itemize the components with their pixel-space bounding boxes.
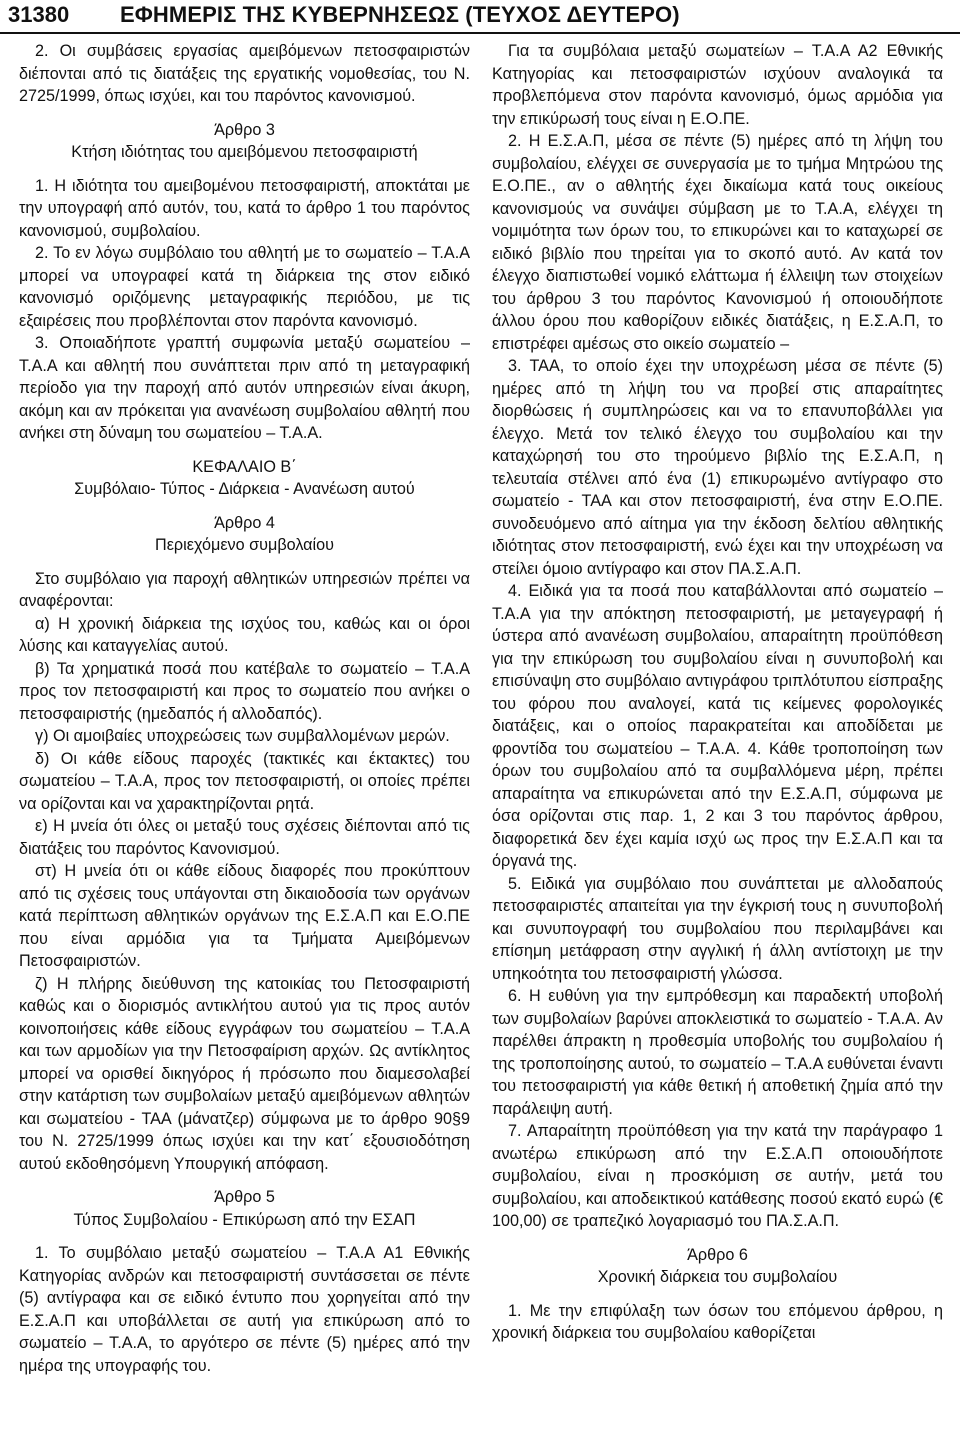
- paragraph: 1. Το συμβόλαιο μεταξύ σωματείου – Τ.Α.Α Α1 Εθνικής Κατηγορίας ανδρών και πετοσφαιριστή συντάσσεται σε πέντε (5) αντίγραφα και σε ειδικό έντυπο που χορηγείται από την Ε.Σ.Α.Π και υποβάλλεται σε αυτή για επικύρωση από το σωματείο – Τ.Α.Α, το αργότερο σε πέντε (5) ημέρες από την ημέρα της υπογραφής του.: [19, 1244, 470, 1375]
- gazette-title: ΕΦΗΜΕΡΙΣ ΤΗΣ ΚΥΒΕΡΝΗΣΕΩΣ (ΤΕΥΧΟΣ ΔΕΥΤΕΡΟ): [120, 2, 680, 27]
- article-heading: Άρθρο 6: [687, 1245, 748, 1264]
- article-heading: Άρθρο 4: [214, 513, 275, 532]
- list-item: γ) Οι αμοιβαίες υποχρεώσεις των συμβαλλομένων μερών.: [35, 727, 450, 745]
- article-subheading: Κτήση ιδιότητας του αμειβόμενου πετοσφαιριστή: [71, 143, 418, 161]
- chapter-heading: ΚΕΦΑΛΑΙΟ Β΄: [192, 457, 297, 476]
- paragraph: Στο συμβόλαιο για παροχή αθλητικών υπηρεσιών πρέπει να αναφέρονται:: [19, 569, 470, 610]
- page-number: 31380: [8, 2, 70, 27]
- paragraph: 3. Οποιαδήποτε γραπτή συμφωνία μεταξύ σωματείου – Τ.Α.Α και αθλητή που συνάπτεται πριν από τη μεταγραφική περίοδο για την παροχή από αυτόν υπηρεσιών είναι άκυρη, ακόμη και αν πρόκειται για ανανέωση συμβολαίου αθλητή που ανήκει στη δύναμη του σωματείου – Τ.Α.Α.: [19, 334, 470, 442]
- article-heading: Άρθρο 5: [214, 1188, 275, 1206]
- paragraph: 2. Η Ε.Σ.Α.Π, μέσα σε πέντε (5) ημέρες από τη λήψη του συμβολαίου, ελέγχει σε συνεργασία με το τμήμα Μητρώου της Ε.Ο.ΠΕ., αν ο αθλητής έχει δικαίωμα κατά τους οικείους κανονισμούς να συνάψει σύμβαση με το Τ.Α.Α, ελέγχει τη νομιμότητα των όρων του, το επικυρώνει και το καταχωρεί σε ειδικό βιβλίο που τηρείται για το σκοπό αυτό. Αν κατά τον έλεγχο διαπιστωθεί νομικό ελάττωμα ή έλλειψη των στοιχείων του άρθρου 3 του παρόντος Κανονισμού ή οποιουδήποτε άλλου όρου που καθορίζουν ειδικές διατάξεις, η Ε.Σ.Α.Π, το επιστρέφει αμέσως στο οικείο σωματείο –: [492, 132, 943, 353]
- header-rule: [0, 32, 960, 34]
- list-item: β) Τα χρηματικά ποσά που κατέβαλε το σωματείο – Τ.Α.Α προς τον πετοσφαιριστή και προς το σωματείο που ανήκει ο πετοσφαιριστής (ημεδαπός ή αλλοδαπός).: [19, 659, 470, 723]
- list-item: δ) Οι κάθε είδους παροχές (τακτικές και έκτακτες) του σωματείου – Τ.Α.Α, προς τον πετοσφαιριστή, οι οποίες πρέπει να ορίζονται και να χαρακτηρίζονται ρητά.: [19, 749, 470, 813]
- paragraph: 4. Ειδικά για τα ποσά που καταβάλλονται από σωματείο – Τ.Α.Α για την απόκτηση πετοσφαιριστή, με μεταγεγραφή ή ύστερα από ανανέωση συμβολαίου, απαραίτητη προϋπόθεση για την επικύρωση του συμβολαίου είναι η συνυποβολή και επισύναψη στο συμβόλαιο αντιγράφου τριπλότυπου είσπραξης του φόρου που αναλογεί, κατά τις κείμενες φορολογικές διατάξεις, και ο οποίος παρακρατείται και αποδίδεται με φροντίδα του σωματείου – Τ.Α.Α. 4. Κάθε τροποποίηση των όρων του συμβολαίου από τα συμβαλλόμενα μέρη, πρέπει απαραίτητα να επικυρώνεται από την Ε.Σ.Α.Π, σύμφωνα με όσα ορίζονται στις παρ. 1, 2 και 3 του παρόντος άρθρου, διαφορετικά δεν έχει καμία ισχύ ως προς την Ε.Σ.Α.Π και τα όργανά της.: [492, 582, 943, 870]
- paragraph: 6. Η ευθύνη για την εμπρόθεσμη και παραδεκτή υποβολή των συμβολαίων βαρύνει αποκλειστικά το σωματείο - Τ.Α.Α. Αν παρέλθει άπρακτη η προθεσμία υποβολής του συμβολαίου ή της τροποποίησης αυτού, το σωματείο – Τ.Α.Α ευθύνεται έναντι του πετοσφαιριστή για κάθε θετική ή αποθετική ζημία από την παράλειψη αυτή.: [492, 987, 943, 1118]
- page-header: [0, 0, 960, 40]
- article-subheading: Περιεχόμενο συμβολαίου: [155, 536, 334, 554]
- article-subheading: Τύπος Συμβολαίου - Επικύρωση από την ΕΣΑΠ: [73, 1210, 416, 1229]
- paragraph: 3. ΤΑΑ, το οποίο έχει την υποχρέωση μέσα σε πέντε (5) ημέρες από τη λήψη του να προβεί στις απαραίτητες διορθώσεις ή συμπληρώσεις και να το επανυποβάλλει για έλεγχο. Μετά τον τελικό έλεγχο του συμβολαίου και την καταχώρησή του στο τηρούμενο βιβλίο της Ε.Σ.Α.Π, η τελευταία στέλνει από ένα (1) επικυρωμένο αντίγραφο στο σωματείο - ΤΑΑ και στον πετοσφαιριστή, ένα στην Ε.Ο.ΠΕ. συνοδευόμενο από αίτημα για την έκδοση δελτίου αθλητικής ιδιότητας στον πετοσφαιριστή, ενώ έχει και την υποχρέωση να στείλει όμοιο αντίγραφο και στον ΠΑ.Σ.Α.Π.: [492, 357, 943, 578]
- paragraph: 1. Με την επιφύλαξη των όσων του επόμενου άρθρου, η χρονική διάρκεια του συμβολαίου καθορίζεται: [492, 1301, 943, 1342]
- list-item: ζ) Η πλήρης διεύθυνση της κατοικίας του Πετοσφαιριστή καθώς και ο διορισμός αντικλήτου αυτού για τις προς αυτόν κοινοποιήσεις κάθε είδους εγγράφων του σωματείου – Τ.Α.Α και των αρμοδίων για την Πετοσφαίριση αρχών. Ως αντίκλητος μπορεί να ορισθεί δικηγόρος ή πρόσωπο που διαμεσολαβεί στην κατάρτιση των συμβολαίων μεταξύ αμειβόμενων αθλητών και σωματείου - ΤΑΑ (μάνατζερ) σύμφωνα με το άρθρο 90§9 του Ν. 2725/1999 όπως ισχύει και την κατ΄ εξουσιοδότηση αυτού εκδοθησόμενη Υπουργική απόφαση.: [19, 974, 470, 1173]
- paragraph: 7. Απαραίτητη προϋπόθεση για την κατά την παράγραφο 1 ανωτέρω επικύρωση από την Ε.Σ.Α.Π οποιουδήποτε συμβολαίου, είναι η προσκόμιση σε αυτήν, μετά του συμβολαίου, και αποδεικτικού κατάθεσης ποσού εκατό ευρώ (€ 100,00) σε τραπεζικό λογαριασμό του ΠΑ.Σ.Α.Π.: [492, 1122, 943, 1230]
- right-column: [492, 40, 943, 1345]
- list-item: ε) Η μνεία ότι όλες οι μεταξύ τους σχέσεις διέπονται από τις διατάξεις του παρόντος Κανονισμού.: [19, 817, 470, 858]
- list-item: στ) Η μνεία ότι οι κάθε είδους διαφορές που προκύπτουν από τις σχέσεις τους υπάγονται στη δικαιοδοσία των οργάνων κατά περίπτωση αθλητικών οργάνων της Ε.Σ.Α.Π και Ε.Ο.ΠΕ που είναι αρμόδια για τα Τμήματα Αμειβόμενων Πετοσφαιριστών.: [19, 862, 470, 970]
- paragraph: Για τα συμβόλαια μεταξύ σωματείων – Τ.Α.Α Α2 Εθνικής Κατηγορίας και πετοσφαιριστών ισχύουν αναλογικά τα προβλεπόμενα στον παρόντα κανονισμό, όμως αρμόδια για την επικύρωσή τους είναι η Ε.Ο.ΠΕ.: [492, 42, 943, 128]
- chapter-subheading: Συμβόλαιο- Τύπος - Διάρκεια - Ανανέωση αυτού: [74, 480, 415, 498]
- list-item: α) Η χρονική διάρκεια της ισχύος του, καθώς και οι όροι λύσης και καταγγελίας αυτού.: [19, 614, 470, 655]
- paragraph: 2. Οι συμβάσεις εργασίας αμειβόμενων πετοσφαιριστών διέπονται από τις διατάξεις της εργατικής νομοθεσίας, του Ν. 2725/1999, όπως ισχύει, και του παρόντος κανονισμού.: [19, 42, 470, 105]
- article-subheading: Χρονική διάρκεια του συμβολαίου: [597, 1268, 838, 1286]
- paragraph: 2. Το εν λόγω συμβόλαιο του αθλητή με το σωματείο – Τ.Α.Α μπορεί να υπογραφεί κατά τη διάρκεια της στον ειδικό κανονισμό οριζόμενης μεταγραφικής περιόδου, με τις εξαιρέσεις που προβλέπονται στον παρόντα κανονισμό.: [19, 244, 470, 330]
- article-heading: Άρθρο 3: [214, 120, 275, 139]
- paragraph: 5. Ειδικά για συμβόλαιο που συνάπτεται με αλλοδαπούς πετοσφαιριστές απαιτείται για την έγκρισή τους η συνυποβολή και συνυπογραφή του συμβολαίου που περιλαμβάνει και επίσημη μετάφραση στην αγγλική ή άλλη αντίστοιχη με την υπηκοότητα του πετοσφαιριστή γλώσσα.: [492, 874, 943, 983]
- left-column: [19, 40, 470, 1377]
- paragraph: 1. Η ιδιότητα του αμειβομένου πετοσφαιριστή, αποκτάται με την υπογραφή από αυτόν, του, κατά το άρθρο 1 του παρόντος κανονισμού, συμβολαίου.: [19, 176, 470, 240]
